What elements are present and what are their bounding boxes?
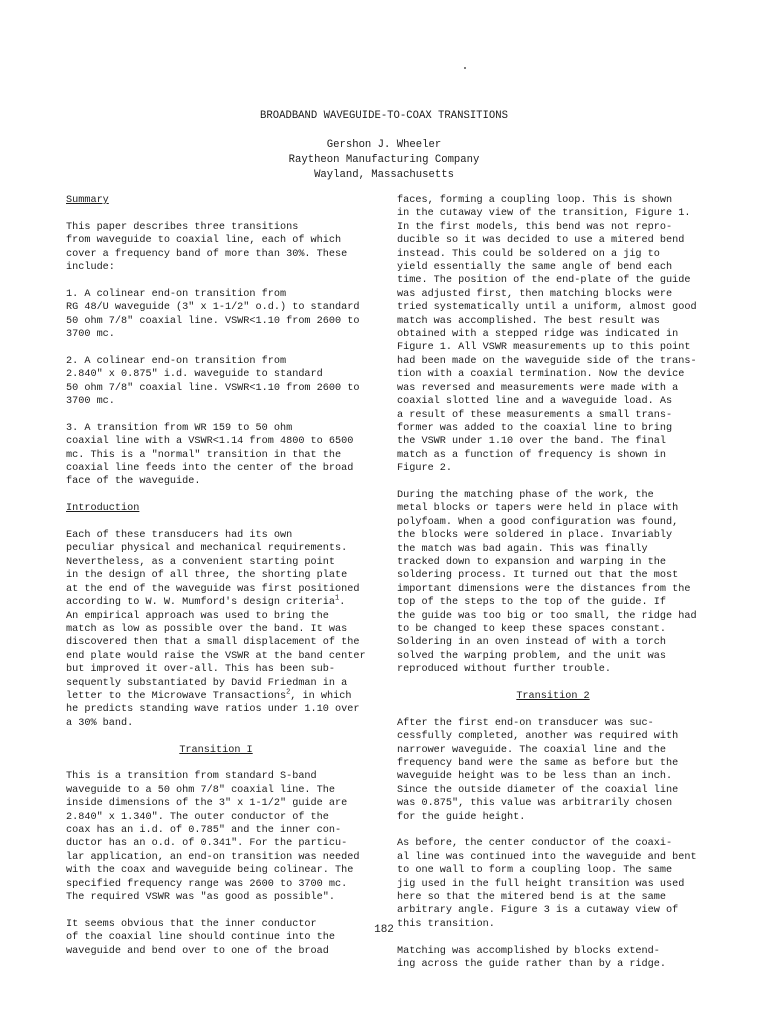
author-affiliation: Raytheon Manufacturing Company [288, 154, 480, 166]
intro-text-part-3: , in which he predicts standing wave ratios under 1.10 over a 30% band. [66, 690, 360, 729]
intro-text-part-2: . An empirical approach was used to bring the match as low as possible over the band. It was discovered then that a small displacement of the end plate would raise the VSWR at the band center but improved it over-all. This has been sub- sequently substantiated by David Friedman in a letter to the Microwave Transactions [66, 597, 366, 702]
introduction-paragraph [66, 529, 366, 730]
summary-item-1: 1. A colinear end-on transition from RG 48/U waveguide (3" x 1-1/2" o.d.) to standard 50 ohm 7/8" coaxial line. VSWR<1.10 from 2600 to 3700 mc. [66, 288, 360, 341]
right-paragraph-1: faces, forming a coupling loop. This is shown in the cutaway view of the transition, Figure 1. In the first models, this bend was not repro- ducible so it was decided to use a mitered bend instead. This could be soldered on a jig to yield essentially the same angle of bend each time. The position of the end-plate of the guide was adjusted first, then matching blocks were tried systematically until a uniform, almost good match was accomplished. The best result was obtained with a stepped ridge was indicated in Figure 1. All VSWR measurements up to this point had been made on the waveguide side of the trans- tion with a coaxial termination. Now the device was reversed and measurements were made with a coaxial slotted line and a waveguide load. As a result of these measurements a small trans- former was added to the coaxial line to bring the VSWR under 1.10 over the band. The final match as a function of frequency is shown in Figure 2. [397, 195, 697, 475]
transition-1-heading: Transition I [179, 744, 253, 756]
right-paragraph-2: During the matching phase of the work, the metal blocks or tapers were held in place with polyfoam. When a good configuration was found, the blocks were soldered in place. Invariably the match was bad again. This was finally tracked down to expansion and warping in the soldering process. It turned out that the most important dimensions were the distances from the top of the steps to the top of the guide. If the guide was too big or too small, the ridge had to be changed to keep these spaces constant. Soldering in an oven instead of with a torch solved the warping problem, and the unit was reproduced without further trouble. [397, 489, 697, 676]
author-name: Gershon J. Wheeler [326, 139, 442, 151]
transition-2-paragraph-2: As before, the center conductor of the coaxi- al line was continued into the waveguide and bent to one wall to form a coupling loop. The same jig used in the full height transition was used here so that the mitered bend is at the same arbitrary angle. Figure 3 is a cutaway view of this transition. [397, 838, 697, 930]
paper-title: BROADBAND WAVEGUIDE-TO-COAX TRANSITIONS [260, 110, 508, 122]
page-number: 182 [374, 924, 394, 936]
transition-1-paragraph: This is a transition from standard S-band waveguide to a 50 ohm 7/8" coaxial line. The inside dimensions of the 3" x 1-1/2" guide are 2.840" x 1.340". The outer conductor of the coax has an i.d. of 0.785" and the inner con- ductor has an o.d. of 0.341". For the particu- lar application, an end-on transition was needed with the coax and waveguide being colinear. The specified frequency range was 2600 to 3700 mc. The required VSWR was "as good as possible". [66, 771, 360, 903]
intro-text-part-1: Each of these transducers had its own peculiar physical and mechanical requirements. Nevertheless, as a convenient starting point in the design of all three, the shorting plate at the end of the waveguide was first positioned according to W. W. Mumford's design criteria [66, 530, 360, 609]
introduction-heading: Introduction [66, 503, 140, 515]
left-column [66, 194, 366, 971]
transition-2-paragraph-3: Matching was accomplished by blocks extend- ing across the guide rather than by a ridge. [397, 945, 666, 971]
author-location: Wayland, Massachusetts [314, 169, 454, 181]
summary-item-3: 3. A transition from WR 159 to 50 ohm coaxial line with a VSWR<1.14 from 4800 to 6500 mc. This is a "normal" transition in that the coaxial line feeds into the center of the broad face of the waveguide. [66, 422, 354, 488]
paper-header [0, 109, 768, 183]
summary-paragraph: This paper describes three transitions from waveguide to coaxial line, each of which cover a frequency band of more than 30%. These include: [66, 221, 348, 274]
reference-1: 1 [335, 594, 340, 603]
reference-2: 2 [286, 688, 291, 697]
scan-speck [464, 67, 466, 69]
right-column [397, 194, 709, 985]
summary-item-2: 2. A colinear end-on transition from 2.840" x 0.875" i.d. waveguide to standard 50 ohm 7/8" coaxial line. VSWR<1.10 from 2600 to 3700 mc. [66, 355, 360, 408]
summary-heading: Summary [66, 195, 109, 206]
transition-2-paragraph-1: After the first end-on transducer was suc- cessfully completed, another was required with narrower waveguide. The coaxial line and the frequency band were the same as before but the waveguide height was to be less than an inch. Since the outside diameter of the coaxial line was 0.875", this value was arbitrarily chosen for the guide height. [397, 717, 679, 823]
transition-2-heading: Transition 2 [516, 691, 590, 702]
transition-1-paragraph-2: It seems obvious that the inner conductor of the coaxial line should continue into the waveguide and bend over to one of the broad [66, 918, 335, 957]
